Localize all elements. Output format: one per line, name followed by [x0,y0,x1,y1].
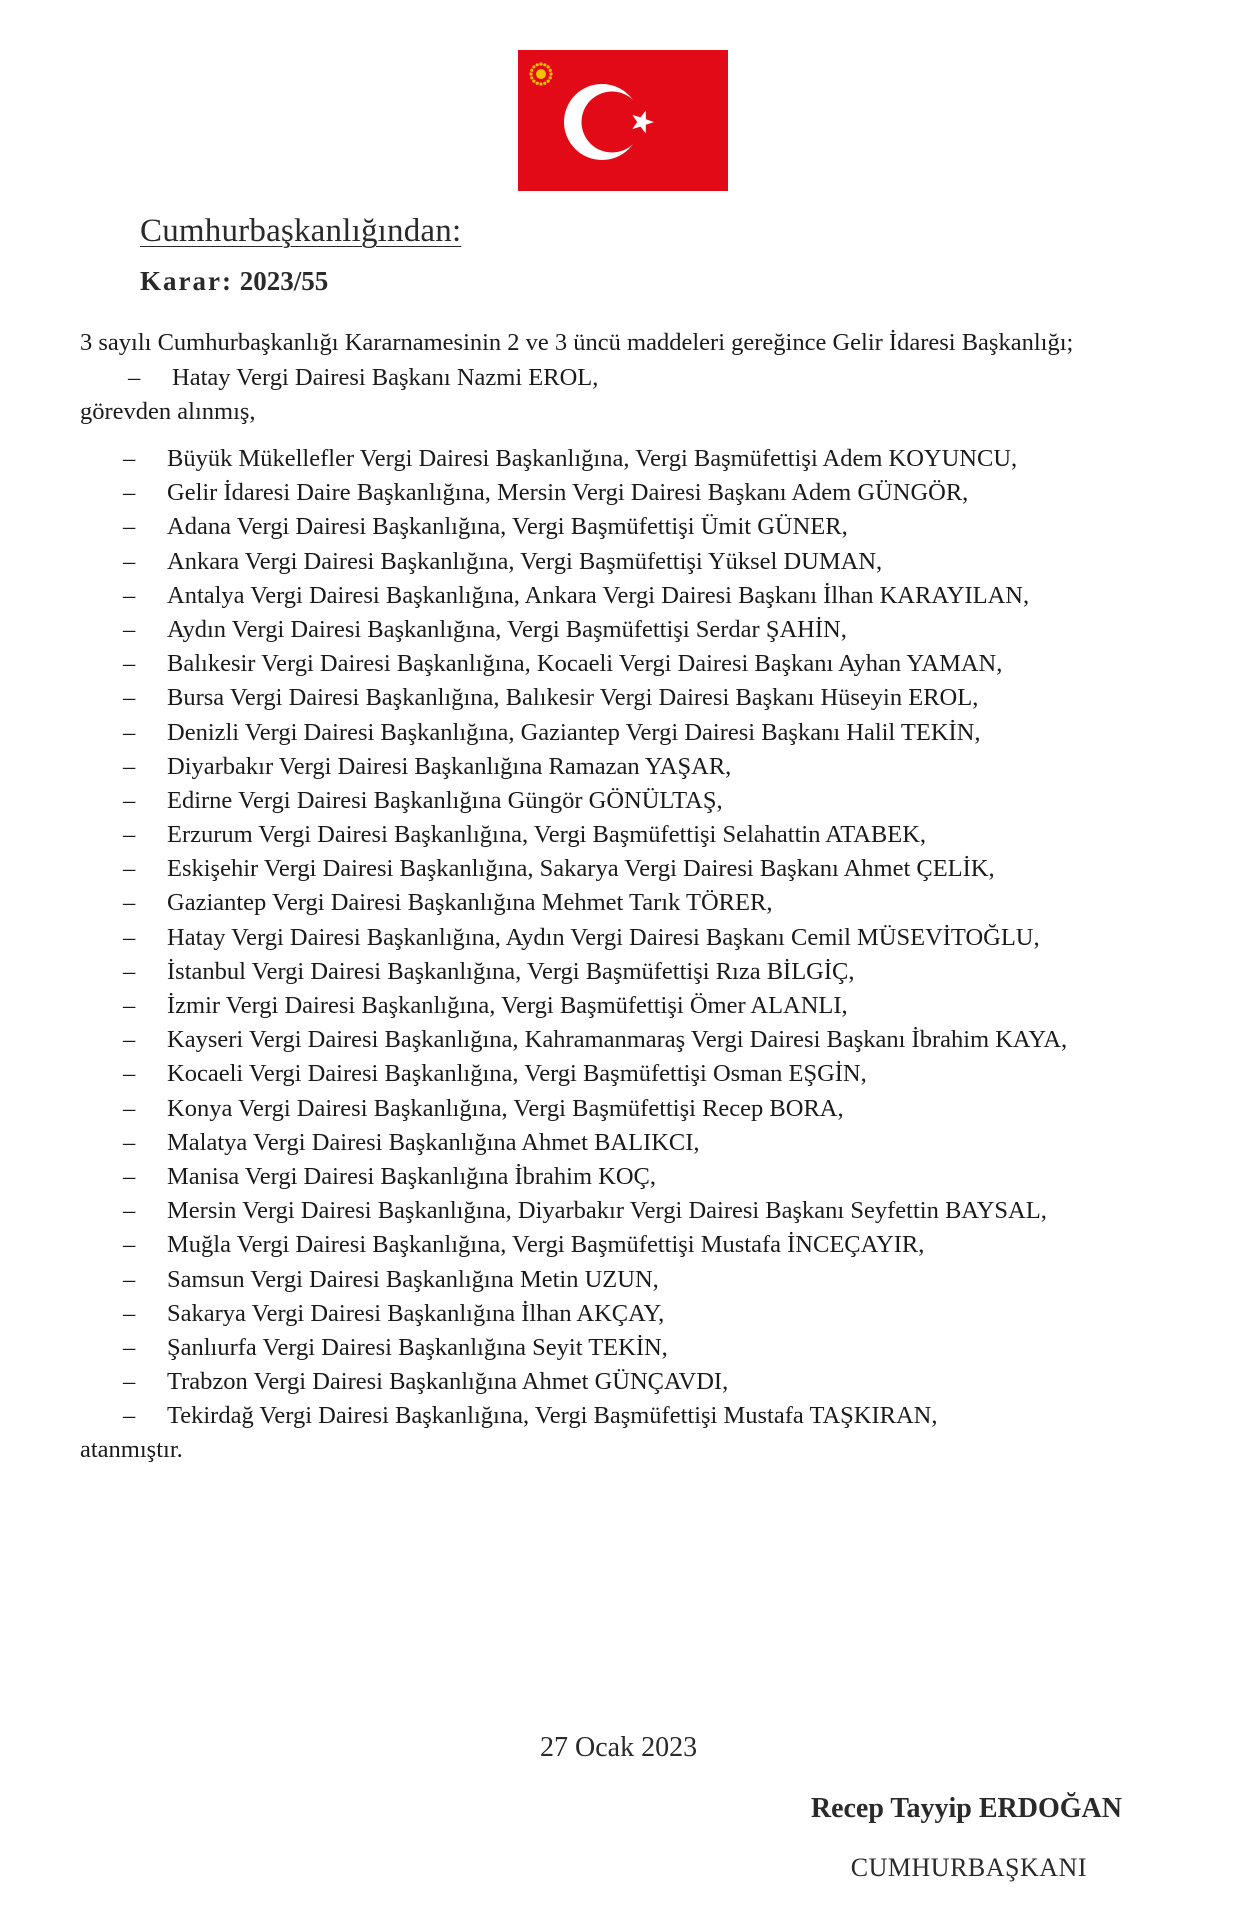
dash-bullet: – [123,957,136,985]
appointment-text: Muğla Vergi Dairesi Başkanlığına, Vergi Başmüfettişi Mustafa İNCEÇAYIR, [167,1231,925,1259]
list-item [80,955,1160,988]
decision-label: Karar: [140,266,233,296]
dash-bullet: – [123,1333,136,1361]
dash-bullet: – [123,650,136,678]
appointment-text: Eskişehir Vergi Dairesi Başkanlığına, Sakarya Vergi Dairesi Başkanı Ahmet ÇELİK, [167,855,995,883]
decision-number: 2023/55 [239,266,329,296]
dash-bullet: – [123,752,136,780]
dash-bullet: – [123,615,136,643]
appointment-text: Balıkesir Vergi Dairesi Başkanlığına, Kocaeli Vergi Dairesi Başkanı Ayhan YAMAN, [167,650,1003,678]
dash-bullet: – [123,718,136,746]
dash-bullet: – [123,1368,136,1396]
list-item [80,510,1160,543]
dash-bullet: – [123,923,136,951]
list-item [80,681,1160,714]
decision-line [140,266,328,297]
appointment-text: Edirne Vergi Dairesi Başkanlığına Güngör GÖNÜLTAŞ, [167,786,723,814]
list-item [80,647,1160,680]
dash-bullet: – [123,684,136,712]
list-item [80,1228,1160,1261]
appointment-text: Gelir İdaresi Daire Başkanlığına, Mersin Vergi Dairesi Başkanı Adem GÜNGÖR, [167,479,969,507]
removed-note: görevden alınmış, [80,398,256,425]
list-item [80,886,1160,919]
dash-bullet: – [123,547,136,575]
list-item [80,1057,1160,1090]
dash-bullet: – [123,786,136,814]
crescent-inner [582,92,643,153]
dash-bullet: – [123,445,136,472]
dash-bullet: – [123,1299,136,1327]
intro-paragraph: 3 sayılı Cumhurbaşkanlığı Kararnamesinin 2 ve 3 üncü maddeleri gereğince Gelir İdaresi Başkanlığı; [80,329,1074,356]
dash-bullet: – [123,889,136,917]
list-item [80,989,1160,1022]
dash-bullet: – [123,1402,136,1430]
dash-bullet: – [128,364,141,391]
appointment-text: Kayseri Vergi Dairesi Başkanlığına, Kahramanmaraş Vergi Dairesi Başkanı İbrahim KAYA, [167,1026,1068,1054]
list-item [80,476,1160,509]
appointment-text: Denizli Vergi Dairesi Başkanlığına, Gaziantep Vergi Dairesi Başkanı Halil TEKİN, [167,718,981,746]
list-item [80,852,1160,885]
appointment-text: Adana Vergi Dairesi Başkanlığına, Vergi Başmüfettişi Ümit GÜNER, [167,513,848,541]
appointment-text: Diyarbakır Vergi Dairesi Başkanlığına Ramazan YAŞAR, [167,752,732,780]
appointment-text: Ankara Vergi Dairesi Başkanlığına, Vergi Başmüfettişi Yüksel DUMAN, [167,547,883,575]
dash-bullet: – [123,479,136,507]
appointment-text: Malatya Vergi Dairesi Başkanlığına Ahmet BALIKCI, [167,1128,700,1156]
appointment-text: Mersin Vergi Dairesi Başkanlığına, Diyarbakır Vergi Dairesi Başkanı Seyfettin BAYSAL, [167,1197,1047,1225]
appointment-list [80,442,1160,1432]
signatory-name: Recep Tayyip ERDOĞAN [810,1793,1122,1824]
list-item [80,1092,1160,1125]
appointment-text: Bursa Vergi Dairesi Başkanlığına, Balıkesir Vergi Dairesi Başkanı Hüseyin EROL, [167,684,979,712]
list-item [80,1297,1160,1330]
list-item [80,921,1160,954]
list-item [80,579,1160,612]
list-item [80,716,1160,749]
flag-icon [518,50,728,191]
appointment-text: Sakarya Vergi Dairesi Başkanlığına İlhan AKÇAY, [167,1299,665,1327]
list-item [80,442,1160,475]
removed-text: Hatay Vergi Dairesi Başkanı Nazmi EROL, [172,364,599,391]
dash-bullet: – [123,1026,136,1054]
dash-bullet: – [123,581,136,609]
list-item [80,1365,1160,1398]
appointment-text: Şanlıurfa Vergi Dairesi Başkanlığına Seyit TEKİN, [167,1333,668,1361]
list-item [80,613,1160,646]
removed-item [80,361,1160,394]
appointment-text: Gaziantep Vergi Dairesi Başkanlığına Mehmet Tarık TÖRER, [167,889,773,917]
dash-bullet: – [123,1197,136,1225]
dash-bullet: – [123,992,136,1019]
dash-bullet: – [123,1128,136,1156]
dash-bullet: – [123,855,136,883]
issuer-heading: Cumhurbaşkanlığından: [140,213,462,249]
dash-bullet: – [123,1231,136,1259]
appointment-text: İstanbul Vergi Dairesi Başkanlığına, Vergi Başmüfettişi Rıza BİLGİÇ, [167,957,855,985]
list-item [80,784,1160,817]
dash-bullet: – [123,1162,136,1190]
dash-bullet: – [123,821,136,849]
appointment-text: Konya Vergi Dairesi Başkanlığına, Vergi Başmüfettişi Recep BORA, [167,1094,844,1122]
appointment-text: Trabzon Vergi Dairesi Başkanlığına Ahmet GÜNÇAVDI, [167,1368,729,1396]
appointment-text: Hatay Vergi Dairesi Başkanlığına, Aydın Vergi Dairesi Başkanı Cemil MÜSEVİTOĞLU, [167,923,1040,951]
dash-bullet: – [123,1060,136,1088]
decision-body [80,326,1160,1466]
appointment-text: Manisa Vergi Dairesi Başkanlığına İbrahim KOÇ, [167,1162,657,1190]
appointment-text: Aydın Vergi Dairesi Başkanlığına, Vergi Başmüfettişi Serdar ŞAHİN, [167,615,847,643]
list-item [80,1263,1160,1296]
appointment-text: Tekirdağ Vergi Dairesi Başkanlığına, Vergi Başmüfettişi Mustafa TAŞKIRAN, [167,1402,938,1430]
decision-date: 27 Ocak 2023 [540,1732,698,1763]
turkish-flag-emblem [518,50,728,191]
dash-bullet: – [123,513,136,541]
appointment-text: Kocaeli Vergi Dairesi Başkanlığına, Vergi Başmüfettişi Osman EŞGİN, [167,1060,867,1088]
appointment-text: Antalya Vergi Dairesi Başkanlığına, Ankara Vergi Dairesi Başkanı İlhan KARAYILAN, [167,581,1030,609]
signatory-title: CUMHURBAŞKANI [850,1853,1087,1882]
list-item [80,750,1160,783]
closing-word: atanmıştır. [80,1436,183,1464]
list-item [80,1160,1160,1193]
list-item [80,1399,1160,1432]
list-item [80,1126,1160,1159]
appointment-text: İzmir Vergi Dairesi Başkanlığına, Vergi Başmüfettişi Ömer ALANLI, [167,992,848,1019]
list-item [80,1331,1160,1364]
list-item [80,1023,1160,1056]
list-item [80,1194,1160,1227]
appointment-text: Samsun Vergi Dairesi Başkanlığına Metin UZUN, [167,1265,659,1293]
appointment-text: Erzurum Vergi Dairesi Başkanlığına, Vergi Başmüfettişi Selahattin ATABEK, [167,821,927,849]
dash-bullet: – [123,1265,136,1293]
dash-bullet: – [123,1094,136,1122]
list-item [80,818,1160,851]
list-item [80,545,1160,578]
appointment-text: Büyük Mükellefler Vergi Dairesi Başkanlığına, Vergi Başmüfettişi Adem KOYUNCU, [167,445,1018,472]
